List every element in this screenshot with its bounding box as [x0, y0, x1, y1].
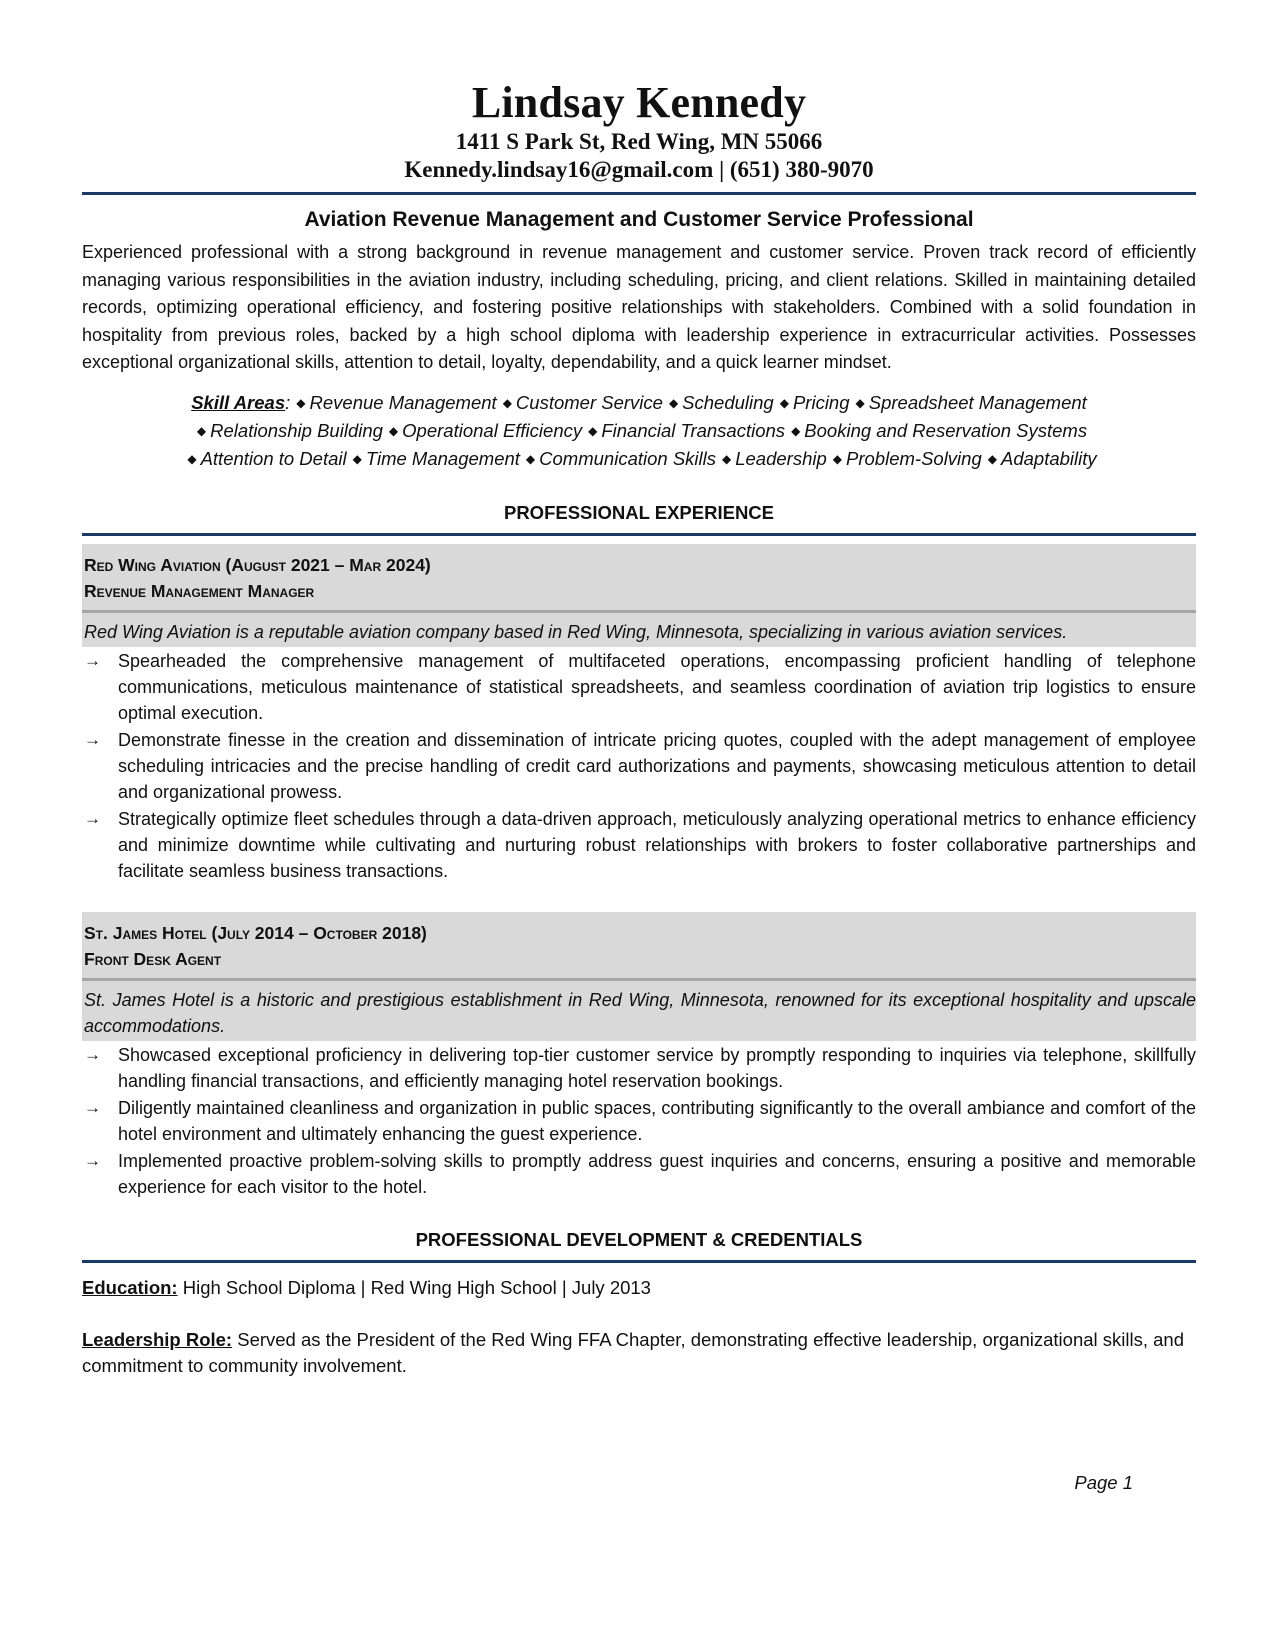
skills-line-2 [82, 417, 1196, 445]
skill: Time Management [365, 447, 520, 469]
diamond-bullet-icon: ◆ [832, 451, 843, 466]
company-line: St. James Hotel (July 2014 – October 2018) [84, 922, 427, 943]
skill: Operational Efficiency [402, 419, 583, 441]
skill-areas [82, 389, 1196, 473]
job-role: Revenue Management Manager [84, 580, 315, 601]
diamond-bullet-icon: ◆ [791, 423, 801, 438]
job-bullets [82, 1042, 1196, 1200]
list-item [82, 648, 1196, 726]
page-number: Page 1 [1074, 1472, 1133, 1493]
arrow-icon: → [84, 650, 101, 670]
diamond-bullet-icon: ◆ [855, 395, 865, 410]
address: 1411 S Park St, Red Wing, MN 55066 [455, 129, 823, 154]
arrow-icon: → [84, 729, 101, 749]
skill: Leadership [735, 447, 827, 469]
spacer [82, 884, 1196, 912]
bullet-text: Spearheaded the comprehensive management of multifaceted operations, encompassing proficient handling of telephone communications, meticulous maintenance of statistical spreadsheets, and seamless coordination of aviation trip logistics to ensure optimal execution. [118, 650, 1196, 723]
skill: Problem-Solving [846, 447, 982, 469]
skill: Scheduling [682, 391, 774, 413]
job-role: Front Desk Agent [84, 948, 222, 969]
candidate-name: Lindsay Kennedy [471, 78, 807, 127]
skill: Pricing [792, 391, 850, 413]
bullet-text: Showcased exceptional proficiency in delivering top-tier customer service by promptly responding to inquiries via telephone, skillfully handling financial transactions, and efficiently managing hotel reservation bookings. [118, 1044, 1196, 1091]
education-label: Education: [82, 1276, 178, 1298]
skill: Customer Service [515, 391, 663, 413]
skill: Communication Skills [539, 447, 716, 469]
skills-line-3 [82, 445, 1196, 473]
diamond-bullet-icon: ◆ [388, 423, 399, 438]
company-line: Red Wing Aviation (August 2021 – Mar 2024) [84, 554, 431, 575]
skill: Spreadsheet Management [868, 391, 1087, 413]
diamond-bullet-icon: ◆ [588, 423, 598, 438]
resume-page [82, 0, 1196, 1379]
diamond-bullet-icon: ◆ [722, 451, 732, 466]
diamond-bullet-icon: ◆ [525, 451, 536, 466]
company-description: St. James Hotel is a historic and prestigious establishment in Red Wing, Minnesota, renowned for its exceptional hospitality and upscale accommodations. [82, 981, 1196, 1041]
phone: (651) 380-9070 [729, 157, 874, 182]
education-value: High School Diploma | Red Wing High School | July 2013 [182, 1276, 651, 1298]
skill: Adaptability [1000, 447, 1097, 469]
section-rule [82, 1260, 1196, 1263]
arrow-icon: → [84, 1150, 101, 1170]
list-item [82, 727, 1196, 805]
summary: Experienced professional with a strong background in revenue management and customer service. Proven track record of efficiently managing various responsibilities in the aviation industry, including scheduling, pricing, and client relations. Skilled in maintaining detailed records, optimizing operational efficiency, and fostering positive relationships with stakeholders. Combined with a solid foundation in hospitality from previous roles, backed by a high school diploma with leadership experience in extracurricular activities. Possesses exceptional organizational skills, attention to detail, loyalty, dependability, and a quick learner mindset. [82, 242, 1196, 372]
arrow-icon: → [84, 1044, 101, 1064]
list-item [82, 1148, 1196, 1200]
company-description: Red Wing Aviation is a reputable aviation company based in Red Wing, Minnesota, specializing in various aviation services. [82, 613, 1196, 647]
skill: Booking and Reservation Systems [804, 419, 1088, 441]
diamond-bullet-icon: ◆ [187, 451, 197, 466]
credentials-heading: PROFESSIONAL DEVELOPMENT & CREDENTIALS [415, 1228, 863, 1250]
diamond-bullet-icon: ◆ [987, 451, 997, 466]
professional-title: Aviation Revenue Management and Customer Service Professional [304, 208, 974, 231]
skill: Financial Transactions [601, 419, 786, 441]
skill: Relationship Building [210, 419, 383, 441]
job-bullets [82, 648, 1196, 884]
job-header [82, 544, 1196, 610]
section-rule [82, 533, 1196, 536]
diamond-bullet-icon: ◆ [196, 423, 207, 438]
skills-label: Skill Areas [191, 391, 286, 413]
arrow-icon: → [84, 808, 101, 828]
leadership-value: Served as the President of the Red Wing FFA Chapter, demonstrating effective leadership, organizational skills, and commitment to community involvement. [82, 1328, 1185, 1376]
list-item [82, 1095, 1196, 1147]
education-line [82, 1275, 1196, 1301]
diamond-bullet-icon: ◆ [668, 395, 679, 410]
leadership-label: Leadership Role: [82, 1328, 233, 1350]
header-rule [82, 192, 1196, 195]
skill: Attention to Detail [200, 447, 347, 469]
experience-heading: PROFESSIONAL EXPERIENCE [503, 501, 775, 523]
skill: Revenue Management [309, 391, 497, 413]
diamond-bullet-icon: ◆ [779, 395, 789, 410]
bullet-text: Strategically optimize fleet schedules through a data-driven approach, meticulously analyzing operational metrics to enhance efficiency and minimize downtime while cultivating and nurturing robust relationships with brokers to foster collaborative partnerships and facilitate seamless business transactions. [118, 808, 1196, 881]
skills-line-1: Skill Areas: ◆ Revenue Management ◆ Customer Service ◆ Scheduling ◆ Pricing ◆ Spreadsheet Management [191, 391, 1087, 413]
list-item [82, 1042, 1196, 1094]
leadership-line [82, 1327, 1196, 1379]
job-header [82, 912, 1196, 978]
diamond-bullet-icon: ◆ [502, 395, 512, 410]
list-item [82, 806, 1196, 884]
diamond-bullet-icon: ◆ [352, 451, 362, 466]
arrow-icon: → [84, 1097, 101, 1117]
bullet-text: Diligently maintained cleanliness and organization in public spaces, contributing significantly to the overall ambiance and comfort of the hotel environment and ultimately enhancing the guest experience. [118, 1097, 1196, 1144]
email: Kennedy.lindsay16@gmail.com [404, 157, 714, 182]
separator: | [713, 157, 730, 182]
bullet-text: Demonstrate finesse in the creation and dissemination of intricate pricing quotes, coupled with the adept management of employee scheduling intricacies and the precise handling of credit card authorizations and payments, showcasing meticulous attention to detail and organizational prowess. [118, 729, 1196, 802]
contact-line [82, 156, 1196, 184]
bullet-text: Implemented proactive problem-solving skills to promptly address guest inquiries and concerns, ensuring a positive and memorable experience for each visitor to the hotel. [118, 1150, 1196, 1197]
diamond-bullet-icon: ◆ [296, 395, 306, 410]
